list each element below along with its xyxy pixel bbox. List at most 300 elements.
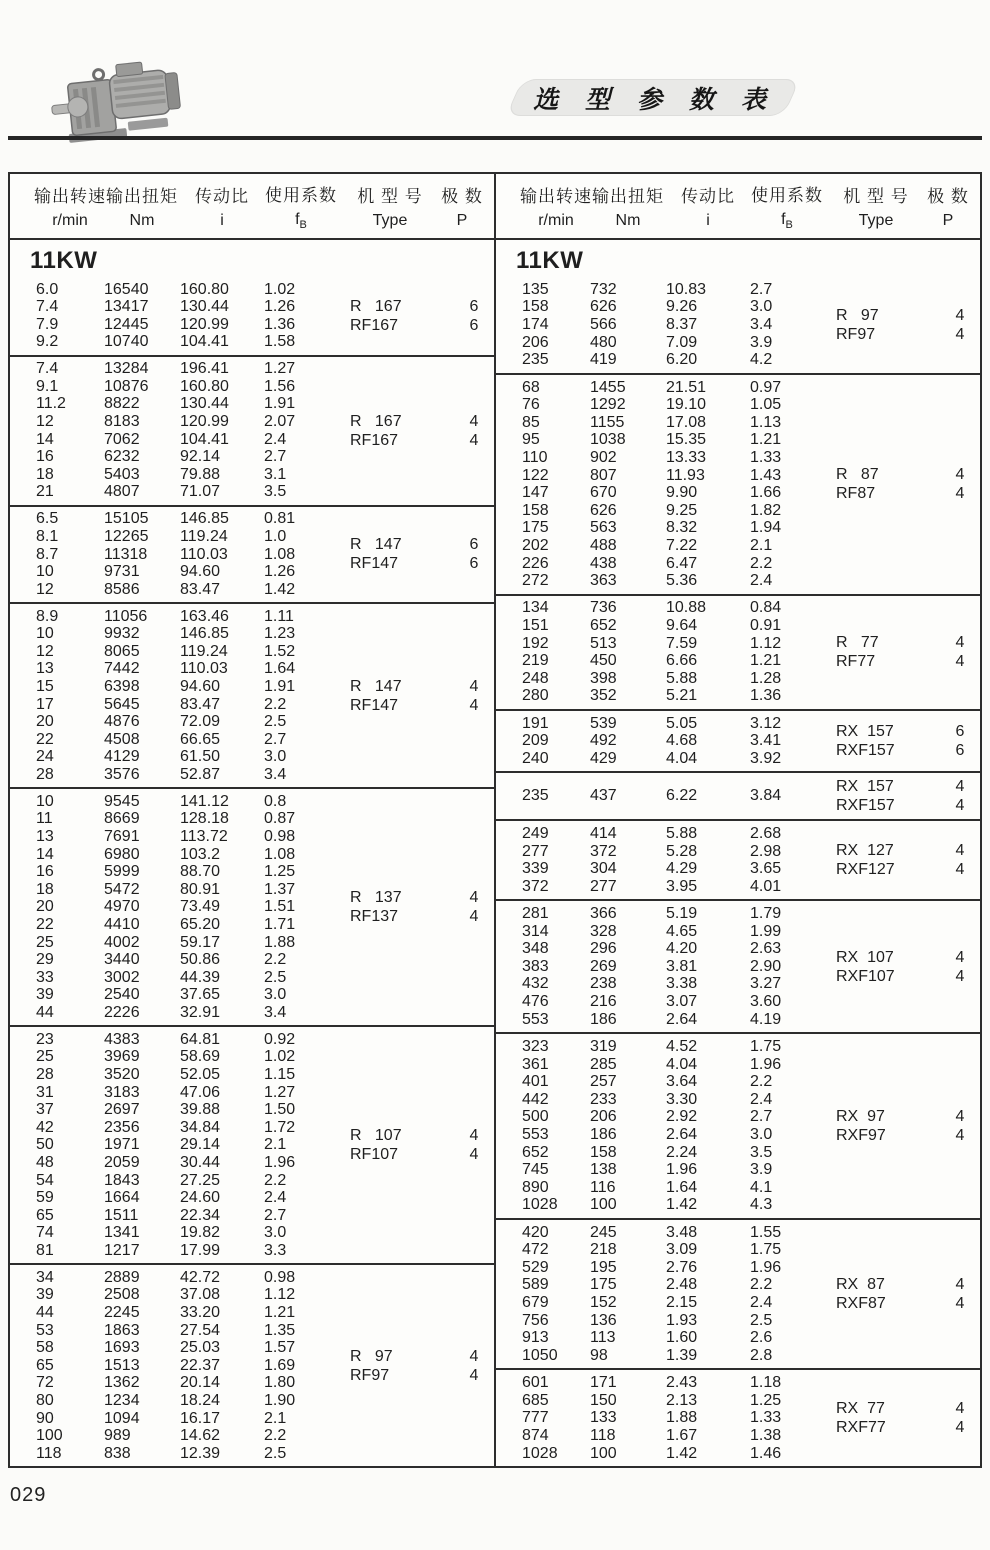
ratio-group [496,899,980,1032]
speed-cell: 272 [522,572,549,590]
table-row [496,1392,836,1410]
type-poles-block [836,465,980,503]
ratio-cell: 119.24 [180,527,228,545]
group-rows [496,1224,836,1365]
ratio-cell: 79.88 [180,465,221,483]
poles-cell: 4 [955,797,965,815]
speed-cell: 226 [522,554,549,572]
service-factor-cell: 1.26 [264,563,296,581]
service-factor-cell: 1.51 [264,898,296,916]
ratio-cell: 64.81 [180,1030,221,1048]
torque-cell: 8822 [104,395,140,413]
type-cell: RX 107 [836,948,894,966]
speed-cell: 22 [36,730,54,748]
header-service-factor: 使用系数 $f_B$ [751,185,823,232]
speed-cell: 372 [522,877,549,895]
type-cell: RF167 [350,431,399,449]
service-factor-cell: 1.21 [750,652,782,670]
torque-cell: 9731 [104,563,140,581]
speed-cell: 15 [36,677,54,695]
ratio-group [10,1263,494,1466]
ratio-cell: 7.22 [666,536,698,554]
ratio-group [496,819,980,899]
speed-cell: 90 [36,1409,54,1427]
poles-cell: 6 [469,316,479,334]
speed-cell: 8.1 [36,527,59,545]
speed-cell: 74 [36,1224,54,1242]
torque-cell: 4876 [104,713,140,731]
table-row [496,732,836,750]
table-row [496,484,836,502]
type-line [350,412,494,431]
ratio-group [496,1218,980,1368]
page-title: 选 型 参 数 表 [533,85,773,114]
speed-cell: 50 [36,1136,54,1154]
ratio-cell: 32.91 [180,1003,221,1021]
service-factor-cell: 3.9 [750,333,773,351]
speed-cell: 553 [522,1010,549,1028]
ratio-cell: 163.46 [180,607,229,625]
table-row [10,510,350,528]
table-row [496,750,836,768]
service-factor-cell: 1.02 [264,1048,296,1066]
poles-cell: 4 [955,325,965,343]
group-rows [496,825,836,895]
service-factor-cell: 1.08 [264,545,296,563]
table-row [10,986,350,1004]
table-row [496,467,836,485]
torque-cell: 1511 [104,1206,139,1224]
torque-cell: 3002 [104,968,140,986]
torque-cell: 218 [590,1241,617,1259]
type-cell: RXF107 [836,967,895,985]
poles-cell: 4 [469,677,479,695]
torque-cell: 328 [590,922,617,940]
table-row [496,519,836,537]
torque-cell: 366 [590,905,617,923]
service-factor-cell: 0.97 [750,378,782,396]
type-line [836,652,980,671]
type-poles-block [836,948,980,986]
service-factor-cell: 0.92 [264,1030,296,1048]
ratio-cell: 104.41 [180,333,229,351]
speed-cell: 679 [522,1294,549,1312]
table-header-right [496,174,980,240]
torque-cell: 269 [590,957,617,975]
torque-cell: 186 [590,1010,617,1028]
table-row [10,316,350,334]
ratio-cell: 8.37 [666,316,698,334]
speed-cell: 95 [522,431,540,449]
ratio-cell: 10.83 [666,280,707,298]
type-line [350,1145,494,1164]
service-factor-cell: 1.96 [750,1055,782,1073]
ratio-group [10,505,494,602]
ratio-cell: 59.17 [180,933,221,951]
speed-cell: 122 [522,466,549,484]
torque-cell: 9545 [104,792,140,810]
table-row [496,351,836,369]
table-row [10,1269,350,1287]
table-row [496,958,836,976]
ratio-cell: 7.59 [666,634,698,652]
speed-cell: 913 [522,1329,549,1347]
ratio-cell: 5.21 [666,687,698,705]
ratio-group [10,277,494,355]
table-row [10,1339,350,1357]
ratio-cell: 83.47 [180,580,221,598]
table-row [496,975,836,993]
speed-cell: 21 [36,483,54,501]
ratio-group [10,1025,494,1263]
table-row [496,715,836,733]
table-row [10,413,350,431]
torque-cell: 2059 [104,1153,140,1171]
service-factor-cell: 1.15 [264,1065,296,1083]
header-output-speed: 输出转速 r/min [520,187,592,229]
group-rows [10,1031,350,1260]
ratio-cell: 1.67 [666,1426,698,1444]
table-row [496,1161,836,1179]
ratio-group [496,709,980,772]
type-cell: R 107 [350,1127,402,1145]
type-line [836,777,980,796]
group-rows [10,281,350,351]
service-factor-cell: 4.2 [750,351,773,369]
torque-cell: 1217 [104,1241,140,1259]
type-poles-block [350,297,494,335]
ratio-cell: 52.87 [180,765,221,783]
torque-cell: 319 [590,1037,617,1055]
service-factor-cell: 0.8 [264,792,287,810]
speed-cell: 8.9 [36,607,59,625]
torque-cell: 136 [590,1311,617,1329]
service-factor-cell: 2.1 [750,536,773,554]
torque-cell: 186 [590,1125,617,1143]
speed-cell: 33 [36,968,54,986]
table-row [10,1172,350,1190]
service-factor-cell: 1.36 [750,687,782,705]
table-row [496,1329,836,1347]
speed-cell: 81 [36,1241,54,1259]
speed-cell: 874 [522,1426,549,1444]
type-cell: RF147 [350,555,399,573]
torque-cell: 8586 [104,580,140,598]
selection-parameter-table [8,172,982,1468]
torque-cell: 118 [590,1426,616,1444]
table-row [496,1409,836,1427]
ratio-cell: 27.54 [180,1321,221,1339]
speed-cell: 12 [36,413,54,431]
service-factor-cell: 1.05 [750,396,782,414]
table-row [496,905,836,923]
table-row [496,878,836,896]
table-row [10,1136,350,1154]
ratio-cell: 14.62 [180,1427,221,1445]
speed-cell: 14 [36,430,54,448]
speed-cell: 235 [522,351,549,369]
poles-cell: 4 [955,1107,965,1125]
speed-cell: 281 [522,905,549,923]
ratio-cell: 119.24 [180,642,228,660]
poles-cell: 4 [955,778,965,796]
service-factor-cell: 4.3 [750,1196,773,1214]
poles-cell: 4 [469,1366,479,1384]
speed-cell: 18 [36,465,54,483]
type-poles-block [350,1347,494,1385]
type-cell: R 87 [836,466,879,484]
table-row [496,572,836,590]
speed-cell: 383 [522,957,549,975]
ratio-cell: 3.48 [666,1223,698,1241]
speed-cell: 601 [522,1374,549,1392]
group-rows [10,608,350,784]
torque-cell: 1292 [590,396,626,414]
torque-cell: 1664 [104,1189,140,1207]
table-row [10,660,350,678]
speed-cell: 9.2 [36,333,59,351]
torque-cell: 4002 [104,933,140,951]
group-rows [10,1269,350,1463]
table-row [10,608,350,626]
speed-cell: 11.2 [36,395,66,413]
speed-cell: 18 [36,880,54,898]
ratio-cell: 146.85 [180,625,229,643]
table-row [496,1108,836,1126]
group-rows [496,281,836,369]
type-poles-block [836,1275,980,1313]
speed-cell: 529 [522,1258,549,1276]
service-factor-cell: 2.2 [264,695,287,713]
speed-cell: 890 [522,1178,549,1196]
service-factor-cell: 1.02 [264,280,296,298]
table-row [10,483,350,501]
table-header-left [10,174,494,240]
ratio-cell: 20.14 [180,1374,221,1392]
torque-cell: 488 [590,536,617,554]
ratio-cell: 83.47 [180,695,221,713]
speed-cell: 158 [522,298,549,316]
group-rows [10,510,350,598]
speed-cell: 202 [522,536,549,554]
torque-cell: 15105 [104,510,149,528]
torque-cell: 7442 [104,660,140,678]
speed-cell: 110 [522,448,548,466]
service-factor-cell: 3.0 [750,1125,773,1143]
ratio-cell: 4.20 [666,940,698,958]
ratio-cell: 120.99 [180,413,229,431]
type-cell: RF107 [350,1146,399,1164]
speed-cell: 10 [36,792,54,810]
torque-cell: 2889 [104,1268,140,1286]
speed-cell: 192 [522,634,549,652]
service-factor-cell: 1.91 [264,395,296,413]
ratio-cell: 25.03 [180,1339,221,1357]
speed-cell: 48 [36,1153,54,1171]
type-line [836,1275,980,1294]
torque-cell: 513 [590,634,617,652]
poles-cell: 4 [469,908,479,926]
torque-cell: 450 [590,652,617,670]
table-row [10,846,350,864]
ratio-cell: 11.93 [666,466,705,484]
table-row [496,1179,836,1197]
header-output-torque: 输出扭矩 Nm [592,187,664,229]
ratio-cell: 1.42 [666,1196,698,1214]
service-factor-cell: 1.66 [750,484,782,502]
speed-cell: 14 [36,845,54,863]
service-factor-cell: 1.26 [264,298,296,316]
header-type: 机 型 号 Type [843,187,909,229]
ratio-cell: 5.88 [666,824,698,842]
torque-cell: 1693 [104,1339,140,1357]
power-rating: 11KW [516,247,584,274]
table-row [10,643,350,661]
ratio-cell: 13.33 [666,448,707,466]
service-factor-cell: 3.0 [264,748,287,766]
ratio-cell: 2.13 [666,1391,698,1409]
service-factor-cell: 3.12 [750,714,782,732]
table-row [10,1066,350,1084]
table-right-half [496,174,980,1466]
service-factor-cell: 1.57 [264,1339,296,1357]
torque-cell: 838 [104,1444,131,1462]
torque-cell: 13417 [104,298,149,316]
ratio-cell: 146.85 [180,510,229,528]
ratio-cell: 4.52 [666,1037,698,1055]
ratio-cell: 5.28 [666,842,698,860]
type-poles-block [350,535,494,573]
ratio-cell: 12.39 [180,1444,221,1462]
ratio-cell: 3.64 [666,1073,698,1091]
service-factor-cell: 1.33 [750,448,782,466]
torque-cell: 1341 [104,1224,140,1242]
torque-cell: 7062 [104,430,140,448]
table-row [10,448,350,466]
table-row [10,466,350,484]
torque-cell: 4970 [104,898,140,916]
type-line [836,860,980,879]
ratio-cell: 2.43 [666,1374,698,1392]
table-row [496,1011,836,1029]
service-factor-cell: 2.5 [264,1444,287,1462]
ratio-cell: 1.64 [666,1178,698,1196]
speed-cell: 76 [522,396,540,414]
speed-cell: 58 [36,1339,54,1357]
torque-cell: 2356 [104,1118,140,1136]
service-factor-cell: 2.7 [264,730,287,748]
torque-cell: 100 [590,1444,617,1462]
ratio-cell: 27.25 [180,1171,221,1189]
speed-cell: 118 [36,1444,62,1462]
ratio-cell: 88.70 [180,863,221,881]
service-factor-cell: 1.58 [264,333,296,351]
ratio-cell: 141.12 [180,792,229,810]
service-factor-cell: 1.23 [264,625,296,643]
type-cell: RF87 [836,485,876,503]
speed-cell: 53 [36,1321,54,1339]
type-line [836,1107,980,1126]
table-row [496,1224,836,1242]
torque-cell: 732 [590,280,617,298]
table-row [496,635,836,653]
service-factor-cell: 1.55 [750,1223,782,1241]
group-rows [496,599,836,705]
group-rows [496,379,836,590]
ratio-cell: 3.38 [666,975,698,993]
service-factor-cell: 1.12 [264,1286,296,1304]
table-row [10,766,350,784]
service-factor-cell: 1.27 [264,1083,296,1101]
type-line [836,1294,980,1313]
speed-cell: 553 [522,1125,549,1143]
type-line [350,431,494,450]
table-row [10,713,350,731]
speed-cell: 13 [36,827,54,845]
table-row [10,1207,350,1225]
type-line [836,722,980,741]
torque-cell: 216 [590,993,617,1011]
speed-cell: 476 [522,993,549,1011]
header-ratio: 传动比 i [681,187,735,229]
ratio-cell: 7.09 [666,333,698,351]
type-cell: R 147 [350,536,402,554]
table-row [496,1276,836,1294]
service-factor-cell: 1.96 [750,1258,782,1276]
service-factor-cell: 1.91 [264,677,296,695]
ratio-cell: 39.88 [180,1101,221,1119]
ratio-cell: 94.60 [180,563,221,581]
torque-cell: 414 [590,824,617,842]
ratio-cell: 1.42 [666,1444,698,1462]
speed-cell: 134 [522,599,549,617]
speed-cell: 442 [522,1090,549,1108]
type-cell: R 97 [836,306,879,324]
ratio-cell: 30.44 [180,1153,221,1171]
table-row [496,652,836,670]
torque-cell: 10876 [104,377,149,395]
speed-cell: 7.9 [36,315,59,333]
table-row [10,696,350,714]
table-row [496,502,836,520]
table-row [496,379,836,397]
service-factor-cell: 3.0 [264,986,287,1004]
poles-cell: 4 [955,1400,965,1418]
service-factor-cell: 2.2 [264,951,287,969]
poles-cell: 4 [955,466,965,484]
service-factor-cell: 1.64 [264,660,296,678]
torque-cell: 113 [590,1329,616,1347]
torque-cell: 304 [590,860,617,878]
table-row [496,298,836,316]
table-row [10,333,350,351]
speed-cell: 248 [522,669,549,687]
type-cell: RX 97 [836,1107,885,1125]
table-row [10,934,350,952]
speed-cell: 206 [522,333,549,351]
service-factor-cell: 1.90 [264,1391,296,1409]
table-row [10,1392,350,1410]
service-factor-cell: 2.4 [750,572,773,590]
speed-cell: 777 [522,1409,549,1427]
service-factor-cell: 2.2 [264,1171,287,1189]
type-cell: RX 77 [836,1400,885,1418]
service-factor-cell: 1.27 [264,360,296,378]
torque-cell: 285 [590,1055,617,1073]
table-row [10,1357,350,1375]
ratio-cell: 9.25 [666,501,698,519]
type-cell: R 167 [350,297,402,315]
